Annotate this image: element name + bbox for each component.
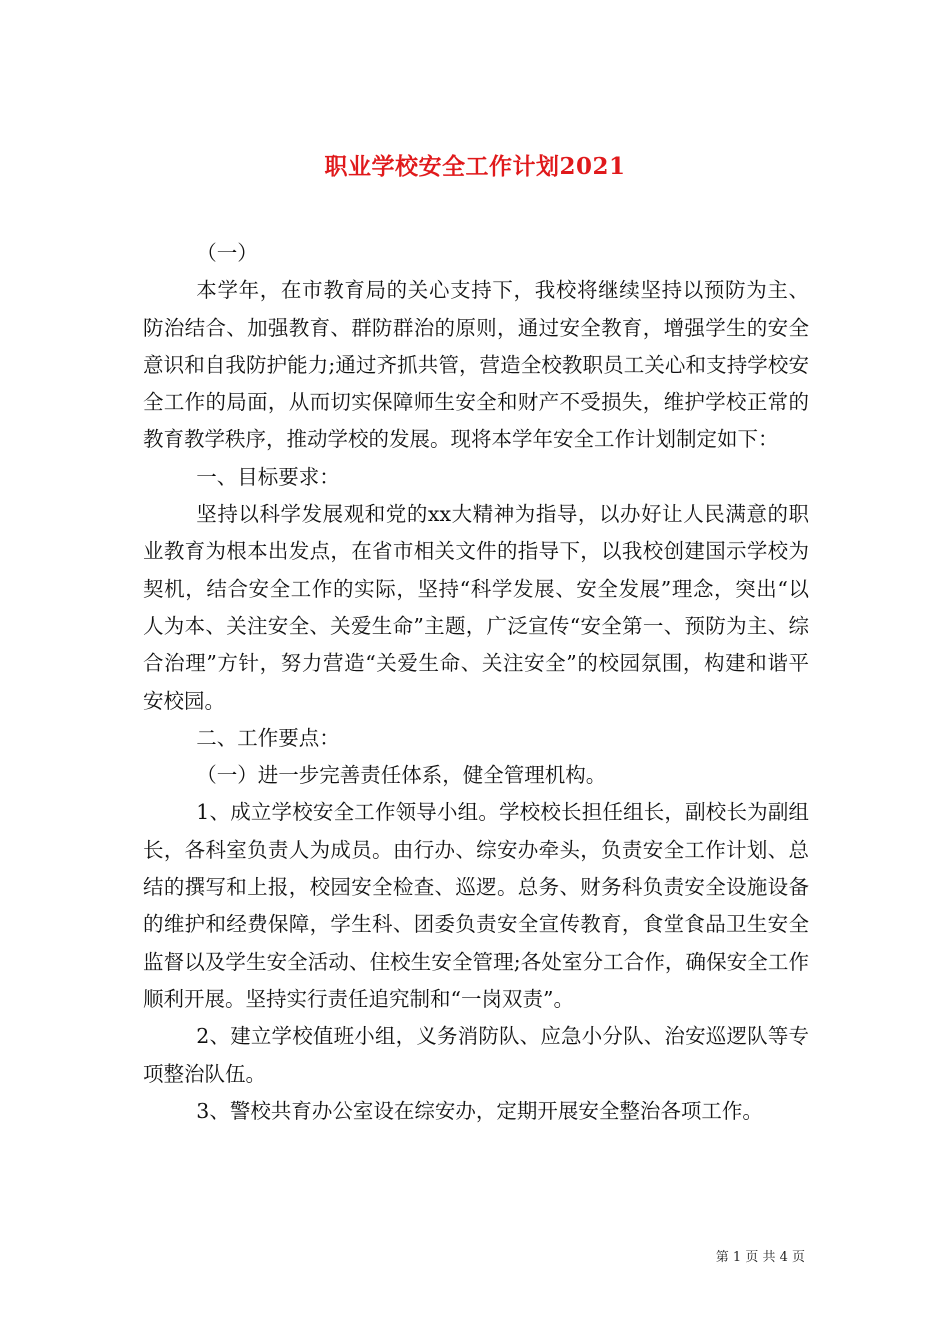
subheading-responsibility: （一）进一步完善责任体系，健全管理机构。 bbox=[196, 763, 607, 788]
page-number: 第 1 页 共 4 页 bbox=[715, 1250, 805, 1265]
document-title: 职业学校安全工作计划2021 bbox=[324, 153, 626, 181]
item-3-paragraph: 3、警校共育办公室设在综安办，定期开展安全整治各项工作。 bbox=[196, 1098, 763, 1123]
item-1-paragraph: 1、成立学校安全工作领导小组。学校校长担任组长，副校长为副组长，各科室负责人为成员。由行办、综安办牵头，负责安全工作计划、总结的撰写和上报，校园安全检查、巡逻。总务、财务科负责安全设施设备的维护和经费保障，学生科、团委负责安全宣传教育，食堂食品卫生安全监督以及学生安全活动、住校生安全管理;各处室分工合作，确保安全工作顺利开展。坚持实行责任追究制和“一岗双责”。 bbox=[143, 800, 809, 1011]
heading-goals: 一、目标要求： bbox=[196, 464, 340, 489]
intro-paragraph: 本学年，在市教育局的关心支持下，我校将继续坚持以预防为主、防治结合、加强教育、群防群治的原则，通过安全教育，增强学生的安全意识和自我防护能力;通过齐抓共管，营造全校教职员工关心和支持学校安全工作的局面，从而切实保障师生安全和财产不受损失，维护学校正常的教育教学秩序，推动学校的发展。现将本学年安全工作计划制定如下： bbox=[143, 278, 809, 452]
item-2-paragraph: 2、建立学校值班小组，义务消防队、应急小分队、治安巡逻队等专项整治队伍。 bbox=[143, 1024, 809, 1086]
heading-work-points: 二、工作要点： bbox=[196, 725, 340, 750]
goals-paragraph: 坚持以科学发展观和党的xx大精神为指导，以办好让人民满意的职业教育为根本出发点，在省市相关文件的指导下，以我校创建国示学校为契机，结合安全工作的实际，坚持“科学发展、安全发展”理念，突出“以人为本、关注安全、关爱生命”主题，广泛宣传“安全第一、预防为主、综合治理”方针，努力营造“关爱生命、关注安全”的校园氛围，构建和谐平安校园。 bbox=[143, 502, 809, 713]
document-body bbox=[143, 235, 809, 1130]
section-marker: （一） bbox=[196, 241, 258, 265]
